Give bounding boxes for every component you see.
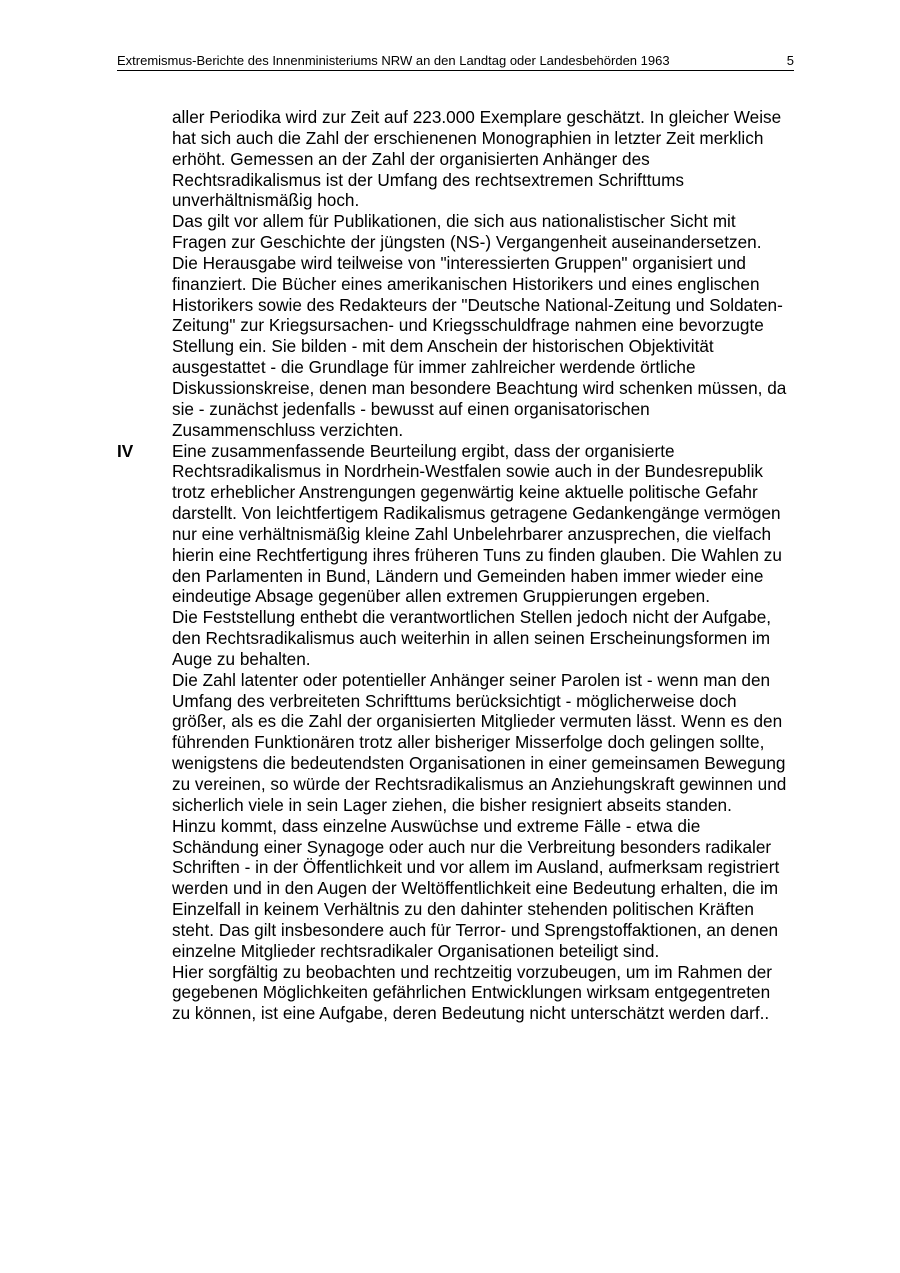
paragraph-text: Eine zusammenfassende Beurteilung ergibt, dass der organisierte Rechtsradikalismus in Nordrhein-Westfalen sowie auch in der Bundesrepublik trotz erheblicher Anstrengungen gegenwärtig keine aktuelle politische Gefahr darstellt. Von leichtfertigem Radikalismus getragene Gedankengänge vermögen nur eine verhältnismäßig kleine Zahl Unbelehrbarer anzusprechen, die vielfach hierin eine Rechtfertigung ihres früheren Tuns zu finden glauben. Die Wahlen zu den Parlamenten in Bund, Ländern und Gemeinden haben immer wieder eine eindeutige Absage gegenüber allen extremen Gruppierungen ergeben. <box>172 440 782 607</box>
paragraph-text: Die Zahl latenter oder potentieller Anhänger seiner Parolen ist - wenn man den Umfang des verbreiteten Schrifttums berücksichtigt - möglicherweise doch größer, als es die Zahl der organisierten Mitglieder vermuten lässt. Wenn es den führenden Funktionären trotz aller bisheriger Misserfolge doch gelingen sollte, wenigstens die bedeutendsten Organisationen in einer gemeinsamen Bewegung zu vereinen, so würde der Rechtsradikalismus an Anziehungskraft gewinnen und sicherlich viele in sein Lager ziehen, die bisher resigniert abseits standen. <box>172 669 787 815</box>
paragraph <box>172 962 787 1025</box>
paragraph-text: Hier sorgfältig zu beobachten und rechtzeitig vorzubeugen, um im Rahmen der gegebenen Möglichkeiten gefährlichen Entwicklungen wirksam entgegentreten zu können, ist eine Aufgabe, deren Bedeutung nicht unterschätzt werden darf.. <box>172 961 772 1024</box>
paragraph <box>172 670 787 816</box>
paragraph <box>172 211 787 440</box>
paragraph-section-iv <box>117 440 787 608</box>
section-marker: IV <box>117 440 134 461</box>
paragraph <box>172 607 787 670</box>
page-number: 5 <box>786 53 794 68</box>
paragraph <box>172 816 787 962</box>
paragraph-text: Hinzu kommt, dass einzelne Auswüchse und extreme Fälle - etwa die Schändung einer Synagoge oder auch nur die Verbreitung besonders radikaler Schriften - in der Öffentlichkeit und vor allem im Ausland, aufmerksam registriert werden und in den Augen der Weltöffentlichkeit eine Bedeutung erhalten, die im Einzelfall in keinem Verhältnis zu den dahinter stehenden politischen Kräften steht. Das gilt insbesondere auch für Terror- und Sprengstoffaktionen, an denen einzelne Mitglieder rechtsradikaler Organisationen beteiligt sind. <box>172 815 780 961</box>
paragraph-text: Das gilt vor allem für Publikationen, die sich aus nationalistischer Sicht mit Fragen zur Geschichte der jüngsten (NS-) Vergangenheit auseinandersetzen. Die Herausgabe wird teilweise von "interessierten Gruppen" organisiert und finanziert. Die Bücher eines amerikanischen Historikers und eines englischen Historikers sowie des Redakteurs der "Deutsche National-Zeitung und Soldaten-Zeitung" zur Kriegsursachen- und Kriegsschuldfrage nahmen eine bevorzugte Stellung ein. Sie bilden - mit dem Anschein der historischen Objektivität ausgestattet - die Grundlage für immer zahlreicher werdende örtliche Diskussionskreise, denen man besondere Beachtung wird schenken müssen, da sie - zunächst jedenfalls - bewusst auf einen organisatorischen Zusammenschluss verzichten. <box>172 211 787 440</box>
paragraph <box>172 107 787 211</box>
page-header <box>117 52 794 71</box>
body-text <box>117 107 787 1024</box>
paragraph-text: Die Feststellung enthebt die verantwortlichen Stellen jedoch nicht der Aufgabe, den Rechtsradikalismus auch weiterhin in allen seinen Erscheinungsformen im Auge zu behalten. <box>172 607 772 669</box>
header-title: Extremismus-Berichte des Innenministeriums NRW an den Landtag oder Landesbehörden 1963 <box>117 53 670 68</box>
paragraph-text: aller Periodika wird zur Zeit auf 223.000 Exemplare geschätzt. In gleicher Weise hat sich auch die Zahl der erschienenen Monographien in letzter Zeit merklich erhöht. Gemessen an der Zahl der organisierten Anhänger des Rechtsradikalismus ist der Umfang des rechtsextremen Schrifttums unverhältnismäßig hoch. <box>172 107 782 211</box>
